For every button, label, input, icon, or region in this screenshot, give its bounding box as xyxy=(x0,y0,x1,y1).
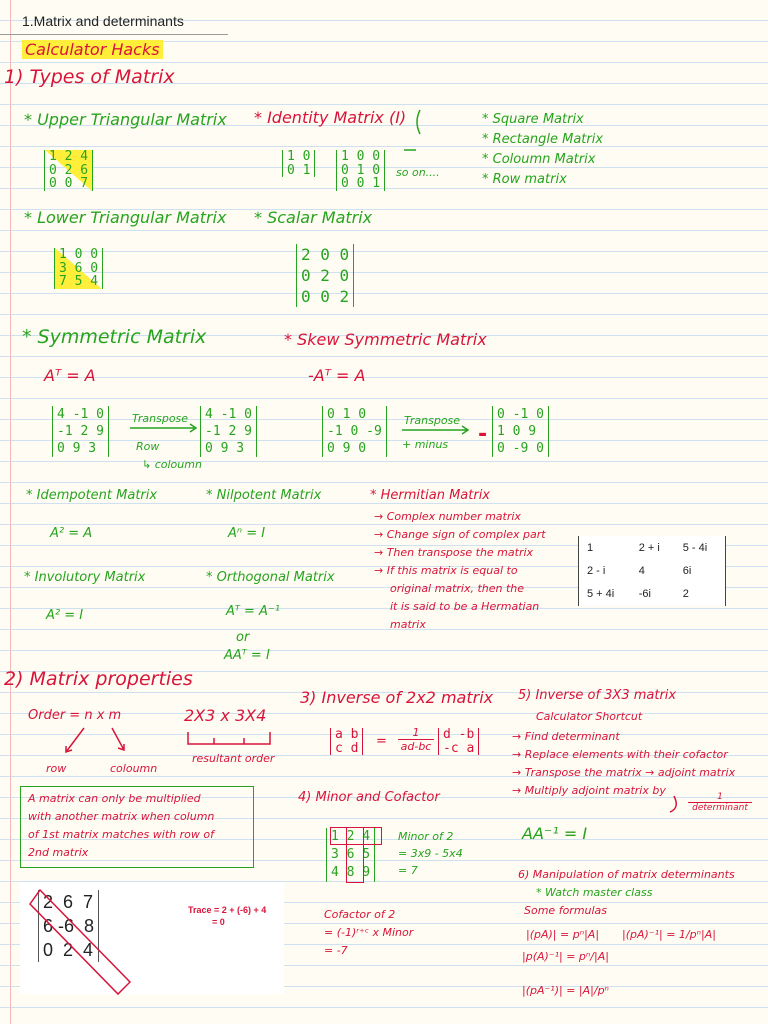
transpose-arrow xyxy=(130,424,196,432)
calc-line: = 7 xyxy=(398,864,418,877)
list-item: → If this matrix is equal to xyxy=(374,564,518,577)
formula-1: |(pA)| = pⁿ|A| xyxy=(526,928,600,941)
hermitian-label: * Hermitian Matrix xyxy=(370,488,491,503)
watch-master-class: * Watch master class xyxy=(536,886,653,899)
scalar-label: * Scalar Matrix xyxy=(254,208,373,227)
list-item: → Change sign of complex part xyxy=(374,528,546,541)
matrix-row: a b xyxy=(335,727,359,742)
matrix-row: c d xyxy=(335,740,359,756)
list-item: original matrix, then the xyxy=(390,582,525,595)
matrix-row: 4 -1 0 xyxy=(205,407,252,422)
matrix-row: -c a xyxy=(443,740,475,756)
list-item: → Complex number matrix xyxy=(374,510,521,523)
list-item: → Transpose the matrix → adjoint matrix xyxy=(512,766,736,779)
nilpotent-equation: Aⁿ = I xyxy=(228,526,266,541)
matrix-row: 0 1 0 xyxy=(327,407,367,422)
matrix-row: 2 6 7 xyxy=(43,892,94,912)
trace-diagonal xyxy=(30,890,130,994)
table-cell: -6i xyxy=(638,587,651,600)
calc-line: Minor of 2 xyxy=(398,830,454,843)
symmetric-label: * Symmetric Matrix xyxy=(22,326,207,348)
table-cell: 5 - 4i xyxy=(682,542,708,555)
column-label-2: coloumn xyxy=(110,762,158,775)
list-item: → Multiply adjoint matrix by xyxy=(512,784,666,797)
matrix-row: 3 6 0 xyxy=(59,260,99,276)
matrix-row: 0 2 4 xyxy=(43,940,94,960)
rule-line: A matrix can only be multiplied xyxy=(28,792,201,805)
list-item: matrix xyxy=(390,618,426,631)
list-item: * Square Matrix xyxy=(482,112,584,127)
orthogonal-equation-1: Aᵀ = A⁻¹ xyxy=(226,604,281,619)
list-item: * Row matrix xyxy=(482,172,567,187)
multiply-hook xyxy=(670,796,676,812)
matrix-row: 0 1 xyxy=(287,162,311,178)
formula-4: |(pA⁻¹)| = |A|/pⁿ xyxy=(522,984,609,997)
matrix-row: 2 0 0 xyxy=(301,245,350,264)
formula-3: |p(A)⁻¹| = pⁿ/|A| xyxy=(522,950,609,963)
matrix-row: 1 0 0 xyxy=(341,149,381,164)
matrix-row: 6 -6 8 xyxy=(43,916,95,936)
nilpotent-label: * Nilpotent Matrix xyxy=(206,488,322,503)
matrix-row: 0 2 6 xyxy=(49,162,89,178)
row-label: Row xyxy=(136,440,160,453)
calc-line: = (-1)ʳ⁺ᶜ x Minor xyxy=(324,926,414,939)
matrix-row: 4 -1 0 xyxy=(57,407,104,422)
trace-line: Trace = 2 + (-6) + 4 xyxy=(188,905,267,915)
equals-sign: = xyxy=(376,734,387,749)
minus-label: + minus xyxy=(402,438,449,451)
table-cell: 2 + i xyxy=(638,542,660,555)
matrix-row: 1 2 4 xyxy=(331,829,371,844)
list-item: * Coloumn Matrix xyxy=(482,152,596,167)
column-label: ↳ coloumn xyxy=(142,458,202,471)
calc-line: Cofactor of 2 xyxy=(324,908,396,921)
matrix-row: 0 0 1 xyxy=(341,176,381,192)
idempotent-equation: A² = A xyxy=(50,526,93,541)
table-cell: 2 xyxy=(682,587,689,600)
section-4-heading: 4) Minor and Cofactor xyxy=(298,790,440,805)
matrix-row: 1 0 9 xyxy=(497,424,537,439)
transpose-label: Transpose xyxy=(132,412,189,425)
minus-sign: - xyxy=(478,422,488,447)
orthogonal-or: or xyxy=(236,630,250,645)
fraction-numerator: 1 xyxy=(398,726,434,740)
rule-line: with another matrix when column xyxy=(28,810,215,823)
fraction-denominator: determinant xyxy=(692,803,748,813)
fraction-denominator: ad-bc xyxy=(400,740,432,753)
section-1-heading: 1) Types of Matrix xyxy=(4,66,175,88)
fraction-numerator: 1 xyxy=(688,792,752,803)
matrix-row: 1 0 xyxy=(287,149,311,164)
matrix-row: 0 -9 0 xyxy=(497,441,544,456)
orthogonal-label: * Orthogonal Matrix xyxy=(206,570,335,585)
table-cell: 6i xyxy=(682,564,692,577)
list-item: → Then transpose the matrix xyxy=(374,546,534,559)
calc-line: = 3x9 - 5x4 xyxy=(398,847,463,860)
identity-label: * Identity Matrix (I) xyxy=(254,108,407,127)
matrix-row: 0 2 0 xyxy=(301,266,350,285)
trace-line: = 0 xyxy=(212,917,225,927)
resultant-order-label: resultant order xyxy=(192,752,275,765)
section-3-heading: 3) Inverse of 2x2 matrix xyxy=(300,688,494,707)
some-formulas: Some formulas xyxy=(524,904,608,917)
section-6-heading: 6) Manipulation of matrix determinants xyxy=(518,868,735,881)
idempotent-label: * Idempotent Matrix xyxy=(26,488,158,503)
section-2-heading: 2) Matrix properties xyxy=(4,668,193,690)
table-cell: 2 - i xyxy=(587,564,606,577)
section-5-heading: 5) Inverse of 3X3 matrix xyxy=(518,688,677,703)
table-cell: 4 xyxy=(638,564,645,577)
list-item: → Find determinant xyxy=(512,730,620,743)
identity-bracket xyxy=(404,110,420,150)
dimension-product: 2X3 x 3X4 xyxy=(184,706,267,725)
matrix-row: 0 9 3 xyxy=(57,441,97,456)
matrix-row: 1 0 0 xyxy=(59,247,99,262)
table-cell: 5 + 4i xyxy=(587,587,615,600)
matrix-row: 0 9 0 xyxy=(327,441,367,456)
matrix-row: 0 0 7 xyxy=(49,176,89,192)
matrix-row: 0 1 0 xyxy=(341,162,381,178)
matrix-row: 3 6 5 xyxy=(331,847,371,862)
order-formula: Order = n x m xyxy=(28,708,122,723)
skew-transpose-arrow xyxy=(402,426,468,434)
page-title: 1.Matrix and determinants xyxy=(22,13,184,29)
orthogonal-equation-2: AAᵀ = I xyxy=(224,648,270,663)
matrix-row: 4 8 9 xyxy=(331,865,371,880)
so-on-text: so on.... xyxy=(396,166,440,179)
row-label-2: row xyxy=(46,762,67,775)
involutory-equation: A² = I xyxy=(46,608,84,623)
resultant-brace xyxy=(188,732,270,744)
list-item: * Rectangle Matrix xyxy=(482,132,604,147)
lower-triangular-label: * Lower Triangular Matrix xyxy=(24,208,227,227)
rule-line: 2nd matrix xyxy=(28,846,89,859)
matrix-row: 0 -1 0 xyxy=(497,407,544,422)
calculator-shortcut: Calculator Shortcut xyxy=(536,710,643,723)
skew-transpose-label: Transpose xyxy=(404,414,461,427)
calc-line: = -7 xyxy=(324,944,348,957)
symmetric-equation: Aᵀ = A xyxy=(44,366,96,385)
matrix-row: -1 2 9 xyxy=(57,424,104,439)
matrix-row: d -b xyxy=(443,727,475,742)
matrix-row: -1 2 9 xyxy=(205,424,252,439)
involutory-label: * Involutory Matrix xyxy=(24,570,146,585)
skew-equation: -Aᵀ = A xyxy=(308,366,366,385)
matrix-row: 7 5 4 xyxy=(59,274,99,290)
rule-line: of 1st matrix matches with row of xyxy=(28,828,214,841)
matrix-row: -1 0 -9 xyxy=(327,424,382,439)
upper-triangular-label: * Upper Triangular Matrix xyxy=(24,110,227,129)
column-arrow xyxy=(112,728,124,750)
list-item: it is said to be a Hermatian xyxy=(390,600,540,613)
list-item: → Replace elements with their cofactor xyxy=(512,748,728,761)
matrix-row: 1 2 4 xyxy=(49,149,89,164)
row-arrow xyxy=(66,728,84,752)
matrix-row: 0 9 3 xyxy=(205,441,245,456)
matrix-row: 0 0 2 xyxy=(301,287,350,306)
skew-symmetric-label: * Skew Symmetric Matrix xyxy=(284,330,487,349)
inverse-identity-equation: AA⁻¹ = I xyxy=(522,824,588,843)
subtitle: Calculator Hacks xyxy=(22,40,163,59)
table-cell: 1 xyxy=(587,542,594,555)
formula-2: |(pA)⁻¹| = 1/pⁿ|A| xyxy=(622,928,716,941)
